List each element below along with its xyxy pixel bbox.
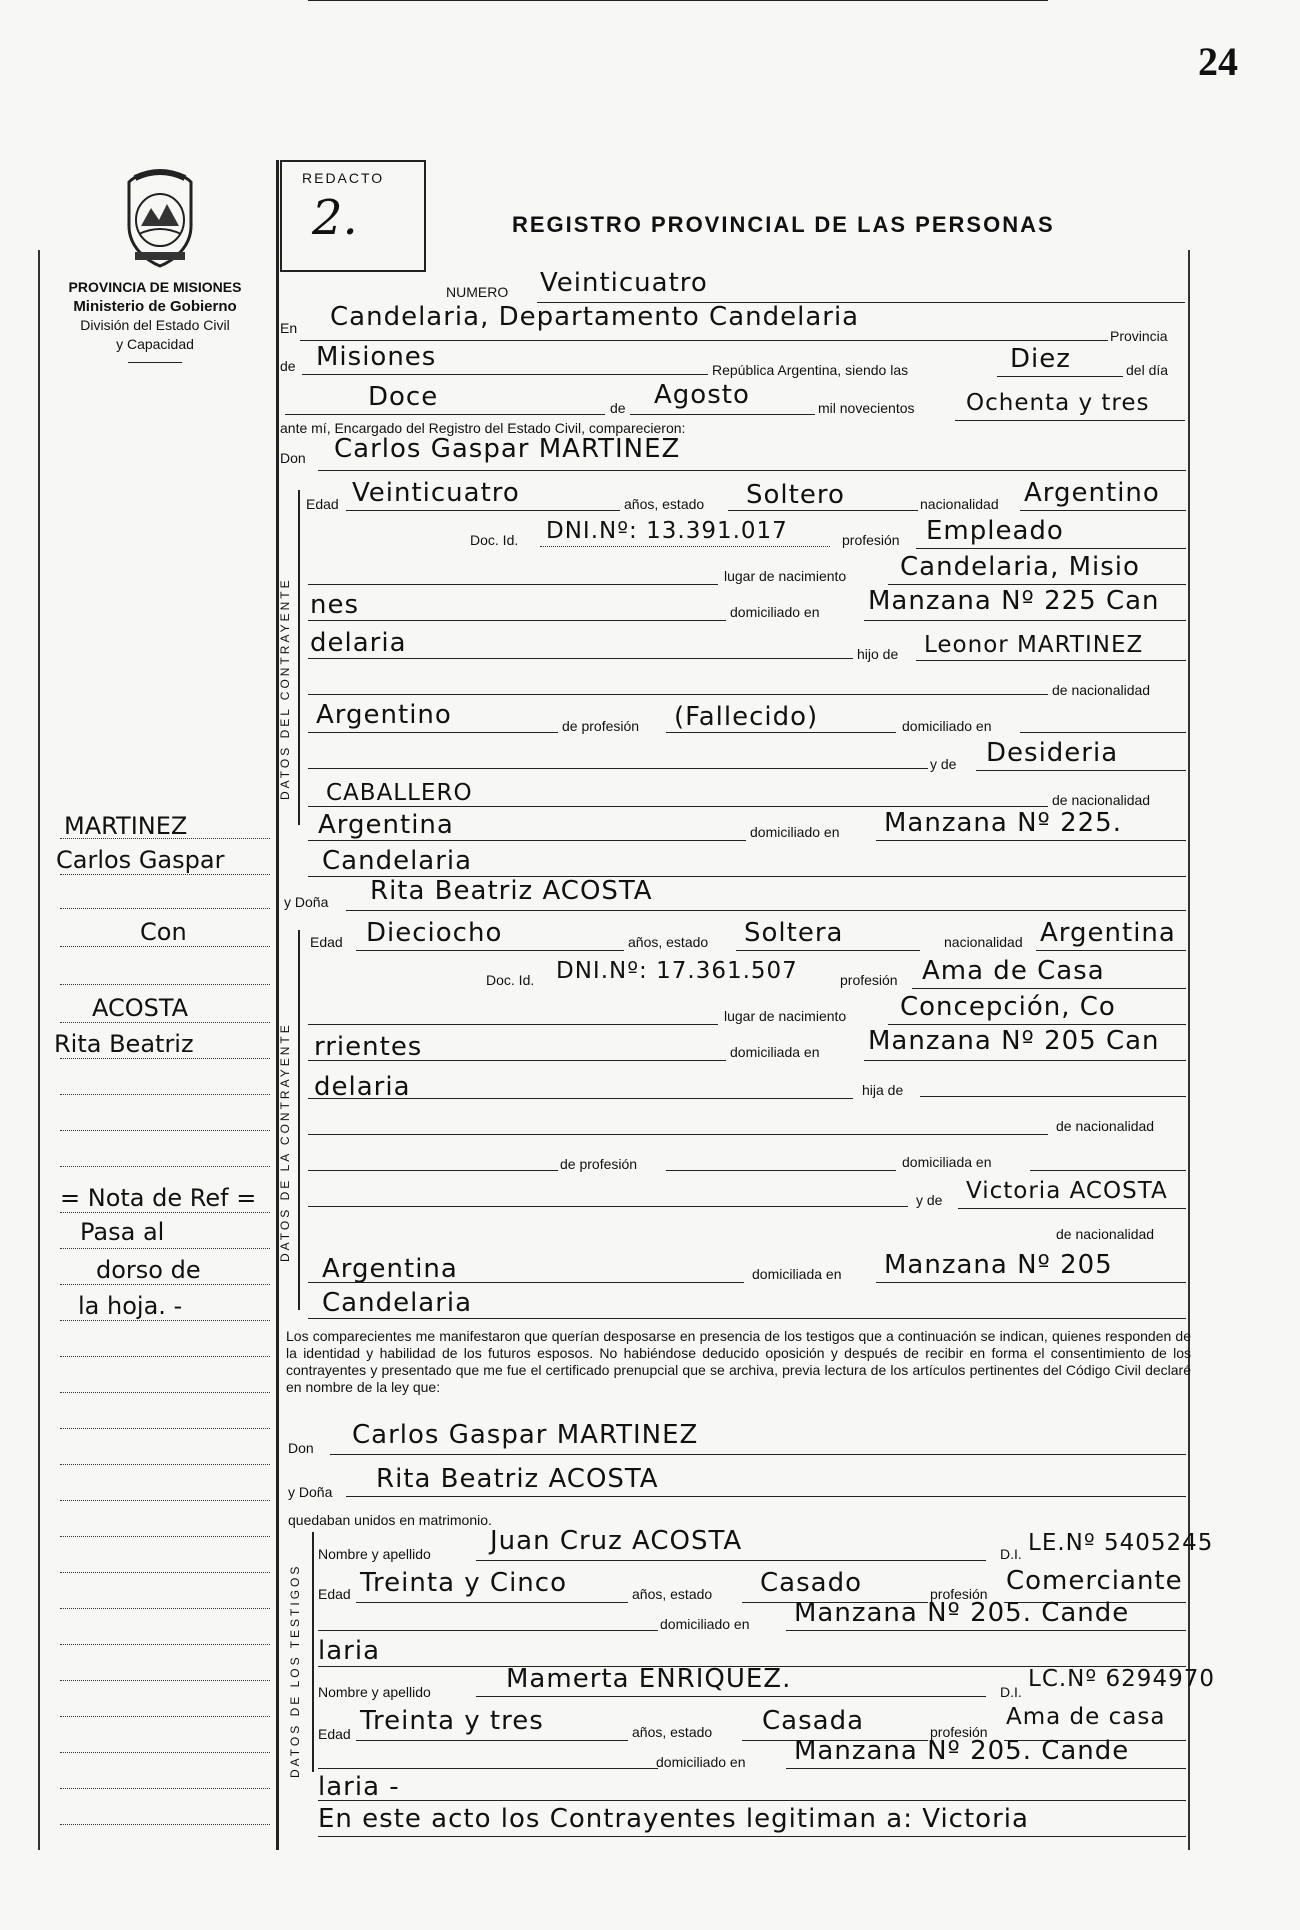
margin-nota: = Nota de Ref = bbox=[60, 1184, 257, 1212]
ante-label: ante mí, Encargado del Registro del Estado Civil, comparecieron: bbox=[280, 420, 686, 436]
c1-padre-value: Leonor MARTINEZ bbox=[924, 632, 1144, 658]
c1-madre-nac-value: Argentina bbox=[318, 810, 454, 840]
t2-edad-value: Treinta y tres bbox=[360, 1706, 544, 1736]
c2-dona-value: Rita Beatriz ACOSTA bbox=[370, 876, 653, 906]
c2-lugar-value: Concepción, Co bbox=[900, 992, 1116, 1022]
t2-dom-value: Manzana Nº 205. Cande bbox=[794, 1736, 1130, 1766]
margin-con: Con bbox=[140, 918, 187, 946]
t2-estado-value: Casada bbox=[762, 1706, 865, 1736]
c1-doc-line bbox=[540, 546, 830, 547]
en-label: En bbox=[280, 320, 298, 336]
t2-profesion-value: Ama de casa bbox=[1006, 1704, 1166, 1730]
t1-di-value: LE.Nº 5405245 bbox=[1028, 1530, 1214, 1556]
c2-madre-dom-line bbox=[876, 1282, 1186, 1283]
c1-madre-line bbox=[976, 770, 1186, 771]
c1-lugar-value2: nes bbox=[310, 590, 360, 620]
margin-line-25 bbox=[60, 1716, 270, 1717]
anio-value: Ochenta y tres bbox=[966, 390, 1150, 416]
t2-edad-line bbox=[356, 1740, 628, 1741]
redacto-box bbox=[280, 160, 426, 272]
c1-padre-line bbox=[916, 660, 1186, 661]
c2-lugar-label: lugar de nacimiento bbox=[724, 1008, 847, 1024]
c1-padre-nac-value: Argentino bbox=[316, 700, 452, 730]
t2-di-value: LC.Nº 6294970 bbox=[1028, 1666, 1215, 1692]
t1-nombre-line bbox=[476, 1560, 986, 1561]
t1-dom-line bbox=[786, 1630, 1186, 1631]
c1-madre2-line bbox=[308, 806, 1048, 807]
decl-quedaban-label: quedaban unidos en matrimonio. bbox=[288, 1512, 492, 1528]
don-line bbox=[318, 470, 1186, 471]
c2-nacionalidad-line bbox=[1036, 950, 1186, 951]
c2-lugar-blank bbox=[308, 1024, 718, 1025]
hora-value: Diez bbox=[1010, 344, 1071, 374]
de-value: Misiones bbox=[316, 342, 437, 372]
c2-domicilio-value2: delaria bbox=[314, 1072, 411, 1102]
t1-profesion-label: profesión bbox=[930, 1586, 988, 1602]
c1-nacionalidad-label: nacionalidad bbox=[920, 496, 999, 512]
c2-de-nacionalidad2-label: de nacionalidad bbox=[1056, 1226, 1155, 1242]
c1-domicilio2-line bbox=[308, 658, 853, 659]
margin-line-9 bbox=[60, 1130, 270, 1131]
margin-line-8 bbox=[60, 1094, 270, 1095]
c1-domicilio-value2: delaria bbox=[310, 628, 407, 658]
c1-domicilio-line bbox=[864, 620, 1186, 621]
t2-nombre-line bbox=[476, 1696, 986, 1697]
c1-padre-prof-value: (Fallecido) bbox=[674, 702, 819, 732]
margin-line-17 bbox=[60, 1428, 270, 1429]
c1-padre-dom2-line bbox=[308, 768, 928, 769]
c2-domiciliada-label: domiciliada en bbox=[730, 1044, 820, 1060]
margin-line-19 bbox=[60, 1500, 270, 1501]
c2-nacionalidad-value: Argentina bbox=[1040, 918, 1176, 948]
c1-lugar-line bbox=[888, 584, 1186, 585]
c1-madre-value: Desideria bbox=[986, 738, 1119, 768]
c1-domiciliado-label: domiciliado en bbox=[730, 604, 820, 620]
decl-don-label: Don bbox=[288, 1440, 314, 1456]
t1-anios-label: años, estado bbox=[632, 1586, 713, 1602]
margin-line-23 bbox=[60, 1644, 270, 1645]
t1-edad-label: Edad bbox=[318, 1586, 351, 1602]
margin-line-20 bbox=[60, 1536, 270, 1537]
margin-line-16 bbox=[60, 1392, 270, 1393]
issuing-organization bbox=[40, 278, 270, 363]
page-number: 24 bbox=[1198, 39, 1238, 84]
margin-line-18 bbox=[60, 1464, 270, 1465]
c2-profesion-label: profesión bbox=[840, 972, 898, 988]
c1-de-nacionalidad-label: de nacionalidad bbox=[1052, 682, 1151, 698]
org-divider bbox=[128, 362, 182, 363]
don-value: Carlos Gaspar MARTINEZ bbox=[334, 434, 681, 464]
contrayente2-section-label: DATOS DE LA CONTRAYENTE bbox=[278, 1022, 292, 1262]
margin-line-27 bbox=[60, 1788, 270, 1789]
c2-dona-line bbox=[346, 910, 1186, 911]
c2-doc-label: Doc. Id. bbox=[486, 972, 535, 988]
margin-surname-2: ACOSTA bbox=[92, 994, 189, 1022]
c1-estado-line bbox=[728, 510, 918, 511]
mes-line bbox=[630, 414, 815, 415]
margin-name-2: Rita Beatriz bbox=[54, 1030, 194, 1058]
margin-line-21 bbox=[60, 1572, 270, 1573]
c2-doc-value: DNI.Nº: 17.361.507 bbox=[556, 958, 798, 984]
c1-lugar2-line bbox=[308, 620, 726, 621]
t2-dom-label: domiciliado en bbox=[656, 1754, 746, 1770]
c1-y-de-label: y de bbox=[930, 756, 957, 772]
c2-nacionalidad-label: nacionalidad bbox=[944, 934, 1023, 950]
de-line bbox=[302, 374, 708, 375]
c2-padre-dom2-line bbox=[308, 1206, 908, 1207]
c1-de-nacionalidad2-label: de nacionalidad bbox=[1052, 792, 1151, 808]
c1-nacionalidad-value: Argentino bbox=[1024, 478, 1160, 508]
decl-don-value: Carlos Gaspar MARTINEZ bbox=[352, 1420, 699, 1450]
c2-madre-line bbox=[958, 1208, 1186, 1209]
t2-anios-label: años, estado bbox=[632, 1724, 713, 1740]
margin-dorso: dorso de bbox=[96, 1256, 201, 1284]
t1-dom-value: Manzana Nº 205. Cande bbox=[794, 1598, 1130, 1628]
c1-profesion-line bbox=[916, 548, 1186, 549]
mes-value: Agosto bbox=[654, 380, 750, 410]
c2-lugar2-line bbox=[308, 1060, 726, 1061]
final-line: En este acto los Contrayentes legitiman a: Victoria bbox=[318, 1804, 1029, 1834]
c1-domicilio-value: Manzana Nº 225 Can bbox=[868, 586, 1160, 616]
margin-line-24 bbox=[60, 1680, 270, 1681]
org-capacity: y Capacidad bbox=[116, 336, 194, 352]
t1-edad-line bbox=[356, 1602, 628, 1603]
redacto-mark: 2. bbox=[312, 190, 358, 246]
c2-edad-line bbox=[356, 950, 624, 951]
t1-dom-blank bbox=[318, 1630, 658, 1631]
c2-padre-dom-line bbox=[1030, 1170, 1186, 1171]
provincia-label: Provincia bbox=[1110, 328, 1168, 344]
mil-label: mil novecientos bbox=[818, 400, 915, 416]
decl-dona-label: y Doña bbox=[288, 1484, 333, 1500]
c2-padre2-line bbox=[308, 1134, 1048, 1135]
testigos-section-label: DATOS DE LOS TESTIGOS bbox=[288, 1563, 302, 1778]
de2-label: de bbox=[610, 400, 626, 416]
right-border bbox=[1188, 250, 1190, 1850]
t1-dom-label: domiciliado en bbox=[660, 1616, 750, 1632]
en-line bbox=[300, 340, 1108, 341]
c2-profesion-line bbox=[912, 988, 1186, 989]
margin-line-11 bbox=[60, 1212, 270, 1213]
c2-hija-label: hija de bbox=[862, 1082, 904, 1098]
declaration-paragraph: Los comparecientes me manifestaron que querían desposarse en presencia de los testigos que a continuación se indican, quienes responden de la identidad y habilidad de los futuros esposos. No habiéndose deducido oposición y después de recibir en forma el consentimiento de los contrayentes y presentado que me fue el certificado prenupcial que se archiva, previa lectura de los artículos pertinentes del Código Civil declaré en nombre de la ley que: bbox=[286, 1328, 1191, 1395]
c1-madre-domiciliado-label: domiciliado en bbox=[750, 824, 840, 840]
c1-nacionalidad-line bbox=[1020, 510, 1186, 511]
contrayente2-section-border bbox=[298, 930, 300, 1310]
c2-edad-label: Edad bbox=[310, 934, 343, 950]
t2-edad-label: Edad bbox=[318, 1726, 351, 1742]
t1-di-label: D.I. bbox=[1000, 1546, 1022, 1562]
t2-dom-line bbox=[786, 1768, 1186, 1769]
c2-padre-nac-line bbox=[308, 1170, 558, 1171]
c1-de-profesion-label: de profesión bbox=[562, 718, 640, 734]
dia-value: Doce bbox=[368, 382, 439, 412]
c1-madre-nac-line bbox=[308, 840, 746, 841]
margin-line-15 bbox=[60, 1356, 270, 1357]
c2-madre2-line bbox=[308, 0, 1048, 1]
c1-madre-dom-value2: Candelaria bbox=[322, 846, 473, 876]
margin-surname-1: MARTINEZ bbox=[64, 812, 188, 840]
c1-doc-value: DNI.Nº: 13.391.017 bbox=[546, 518, 788, 544]
t1-profesion-value: Comerciante bbox=[1006, 1566, 1183, 1596]
c1-padre-nac-line bbox=[308, 732, 558, 733]
margin-divider bbox=[276, 160, 279, 1850]
c2-domicilio-line bbox=[864, 1060, 1186, 1061]
c1-edad-label: Edad bbox=[306, 496, 339, 512]
c2-madre-value: Victoria ACOSTA bbox=[966, 1178, 1168, 1204]
c2-estado-line bbox=[736, 950, 920, 951]
margin-name-1: Carlos Gaspar bbox=[56, 846, 225, 874]
t2-di-label: D.I. bbox=[1000, 1684, 1022, 1700]
t1-edad-value: Treinta y Cinco bbox=[360, 1568, 567, 1598]
t2-dom2-line bbox=[318, 1800, 1186, 1801]
c1-doc-label: Doc. Id. bbox=[470, 532, 519, 548]
c2-profesion-value: Ama de Casa bbox=[922, 956, 1105, 986]
c1-madre-dom-value: Manzana Nº 225. bbox=[884, 808, 1122, 838]
republica-label: República Argentina, siendo las bbox=[712, 362, 909, 378]
c1-edad-line bbox=[346, 510, 620, 511]
de-label: de bbox=[280, 358, 296, 374]
c1-edad-value: Veinticuatro bbox=[352, 478, 520, 508]
c2-y-de-label: y de bbox=[916, 1192, 943, 1208]
del-dia-label: del día bbox=[1126, 362, 1169, 378]
c2-madre-dom2-line bbox=[308, 1318, 1186, 1319]
dia-line bbox=[285, 414, 605, 415]
t1-estado-value: Casado bbox=[760, 1568, 862, 1598]
c2-padre-prof-line bbox=[666, 1170, 896, 1171]
org-province: PROVINCIA DE MISIONES bbox=[68, 279, 242, 295]
c1-anios-label: años, estado bbox=[624, 496, 705, 512]
margin-hoja: la hoja. - bbox=[78, 1292, 183, 1320]
don-label: Don bbox=[280, 450, 306, 466]
page-title: REGISTRO PROVINCIAL DE LAS PERSONAS bbox=[512, 212, 1055, 237]
c2-de-nacionalidad-label: de nacionalidad bbox=[1056, 1118, 1155, 1134]
margin-line-14 bbox=[60, 1320, 270, 1321]
provincial-coat-of-arms-icon bbox=[115, 168, 205, 268]
c1-domiciliado-en-label: domiciliado en bbox=[902, 718, 992, 734]
t2-nombre-value: Mamerta ENRIQUEZ. bbox=[506, 1664, 792, 1694]
t2-nombre-label: Nombre y apellido bbox=[318, 1684, 431, 1700]
c1-profesion-value: Empleado bbox=[926, 516, 1064, 546]
c1-padre2-line bbox=[308, 694, 1048, 695]
c2-lugar-value2: rrientes bbox=[314, 1032, 423, 1062]
c1-lugar-value: Candelaria, Misio bbox=[900, 552, 1140, 582]
redacto-label: REDACTO bbox=[302, 170, 385, 186]
numero-label: NUMERO bbox=[446, 284, 509, 300]
t2-profesion-label: profesión bbox=[930, 1724, 988, 1740]
c2-madre-domiciliada-label: domiciliada en bbox=[752, 1266, 842, 1282]
margin-line-4 bbox=[60, 946, 270, 947]
margin-line-6 bbox=[60, 1022, 270, 1023]
org-division: División del Estado Civil bbox=[80, 317, 230, 333]
c1-profesion-label: profesión bbox=[842, 532, 900, 548]
c2-domicilio-value: Manzana Nº 205 Can bbox=[868, 1026, 1160, 1056]
margin-line-13 bbox=[60, 1284, 270, 1285]
c2-madre-nac-line bbox=[308, 1282, 744, 1283]
contrayente-section-label: DATOS DEL CONTRAYENTE bbox=[278, 577, 292, 800]
c2-y-dona-label: y Doña bbox=[284, 894, 329, 910]
margin-line-12 bbox=[60, 1248, 270, 1249]
c1-lugar-blank bbox=[308, 584, 718, 585]
c1-padre-dom-line bbox=[1020, 732, 1186, 733]
c2-madre-dom-value: Manzana Nº 205 bbox=[884, 1250, 1113, 1280]
margin-line-26 bbox=[60, 1752, 270, 1753]
c2-lugar-line bbox=[888, 1024, 1186, 1025]
margin-line-7 bbox=[60, 1058, 270, 1059]
decl-dona-line bbox=[346, 1496, 1186, 1497]
t2-dom-blank bbox=[318, 1768, 658, 1769]
c2-domicilio2-line bbox=[308, 1098, 853, 1099]
numero-value: Veinticuatro bbox=[540, 268, 708, 298]
c2-estado-value: Soltera bbox=[744, 918, 844, 948]
c2-anios-label: años, estado bbox=[628, 934, 709, 950]
margin-line-1 bbox=[60, 838, 270, 839]
t1-nombre-label: Nombre y apellido bbox=[318, 1546, 431, 1562]
en-value: Candelaria, Departamento Candelaria bbox=[330, 302, 860, 332]
c2-de-profesion-label: de profesión bbox=[560, 1156, 638, 1172]
decl-dona-value: Rita Beatriz ACOSTA bbox=[376, 1464, 659, 1494]
t1-dom-value2: laria bbox=[318, 1636, 381, 1666]
t2-dom-value2: laria - bbox=[318, 1772, 400, 1802]
margin-line-2 bbox=[60, 874, 270, 875]
c2-edad-value: Dieciocho bbox=[366, 918, 503, 948]
c1-estado-value: Soltero bbox=[746, 480, 845, 510]
margin-line-10 bbox=[60, 1166, 270, 1167]
t1-nombre-value: Juan Cruz ACOSTA bbox=[490, 1526, 743, 1556]
c2-madre-nac-value: Argentina bbox=[322, 1254, 458, 1284]
testigos-section-border bbox=[312, 1532, 314, 1772]
decl-don-line bbox=[330, 1454, 1186, 1455]
margin-line-3 bbox=[60, 908, 270, 909]
left-border bbox=[38, 250, 40, 1850]
margin-line-5 bbox=[60, 984, 270, 985]
anio-line bbox=[955, 420, 1185, 421]
margin-line-22 bbox=[60, 1608, 270, 1609]
c2-madre-dom-value2: Candelaria bbox=[322, 1288, 473, 1318]
c1-padre-prof-line bbox=[666, 732, 896, 733]
contrayente-section-border bbox=[298, 490, 300, 825]
c2-padre-line bbox=[920, 1096, 1186, 1097]
c1-madre-value2: CABALLERO bbox=[326, 780, 473, 806]
c1-lugar-label: lugar de nacimiento bbox=[724, 568, 847, 584]
hora-line bbox=[997, 376, 1123, 377]
c1-madre-dom-line bbox=[876, 840, 1186, 841]
margin-pasa: Pasa al bbox=[80, 1218, 165, 1246]
margin-line-28 bbox=[60, 1824, 270, 1825]
c2-domiciliada-en-label: domiciliada en bbox=[902, 1154, 992, 1170]
final-line-rule bbox=[318, 1836, 1186, 1837]
c1-hijo-label: hijo de bbox=[857, 646, 899, 662]
org-ministry: Ministerio de Gobierno bbox=[73, 298, 237, 315]
